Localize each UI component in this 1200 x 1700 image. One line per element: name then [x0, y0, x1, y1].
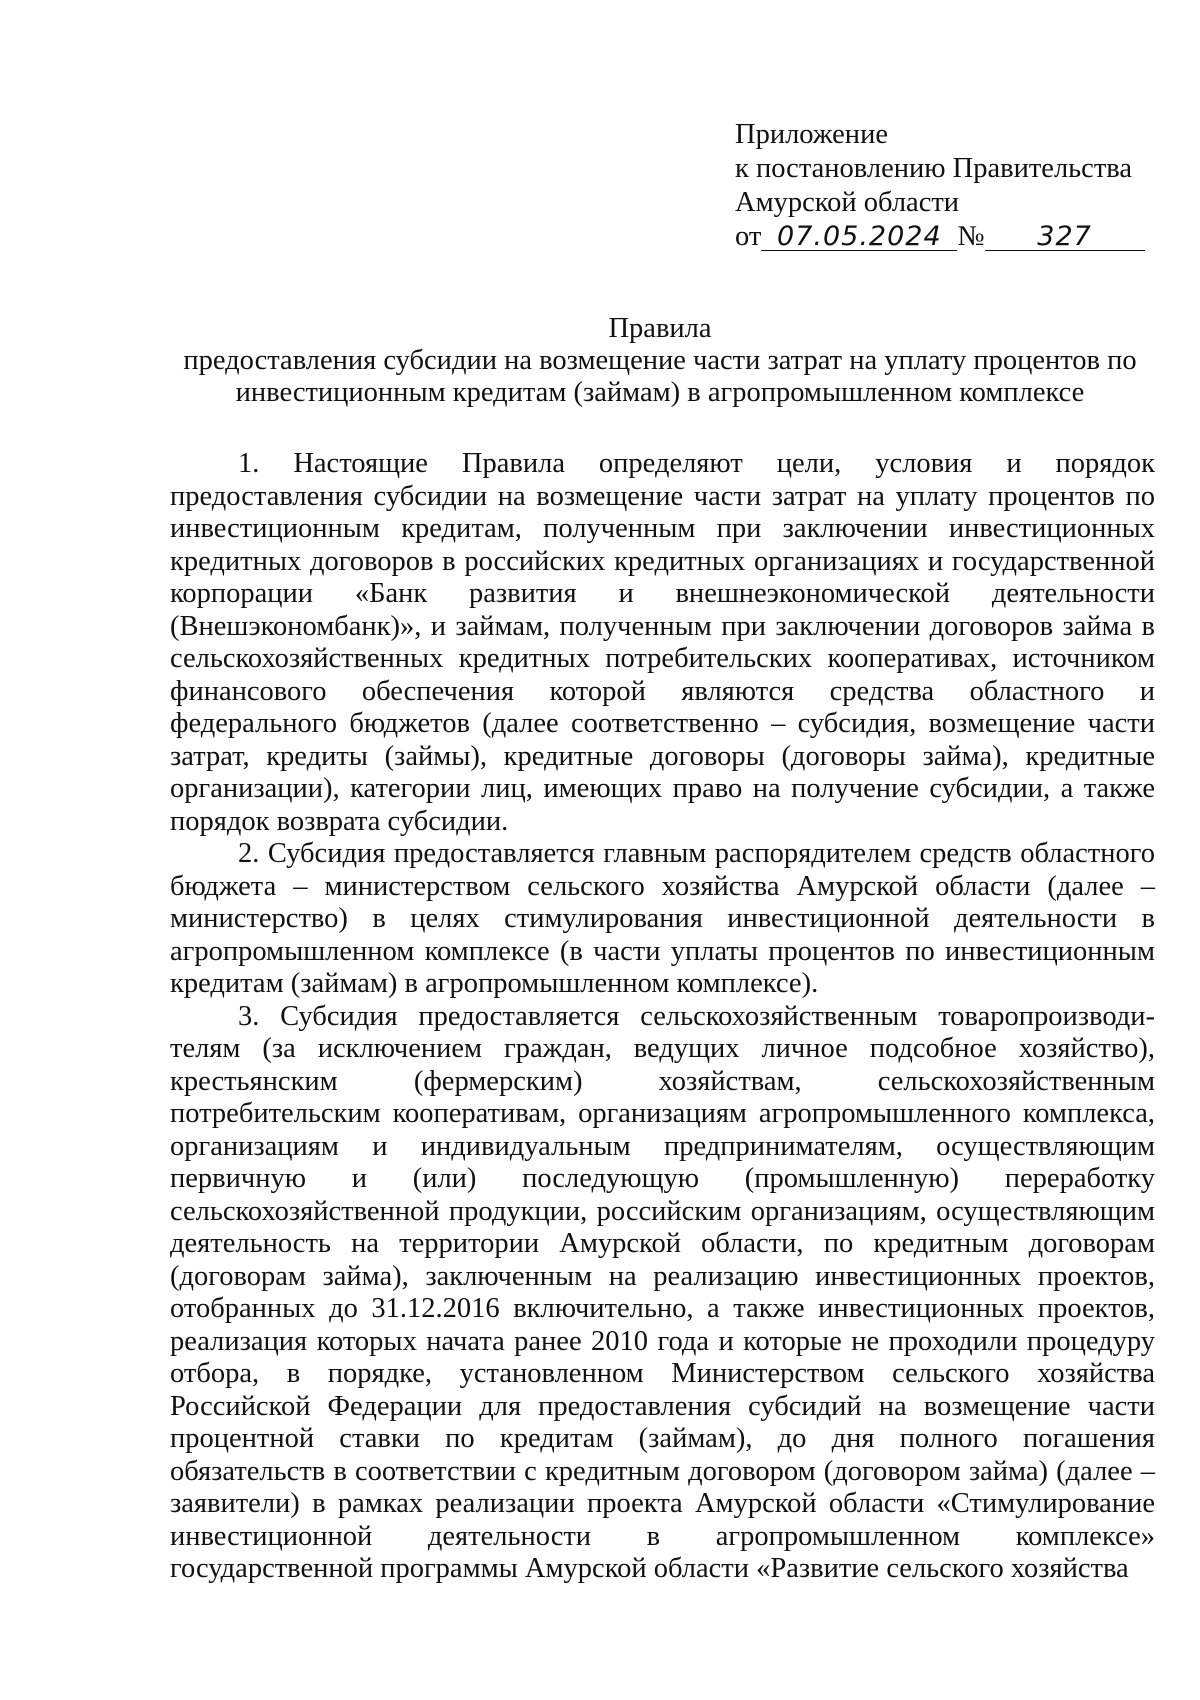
- paragraph-2: 2. Субсидия предоставляется главным распорядителем средств областного бюджета – министерством сельского хозяйства Амурской области (далее – министерство) в целях стимулирования инвестиционной деятельности в агропромышленном комплексе (в части уплаты процентов по инвестиционным кредитам (займам) в агропромышленном комплексе).: [170, 838, 1155, 999]
- appendix-title: Приложение: [735, 119, 888, 150]
- appendix-block: [735, 118, 1155, 254]
- appendix-date-line: [735, 220, 1155, 254]
- title-heading: Правила: [608, 313, 712, 344]
- paragraph-1: 1. Настоящие Правила определяют цели, условия и порядок предоставления субсидии на возмещение части затрат на уплату процентов по инвестиционным кредитам, полученным при заключении инвестиционных кредитных договоров в российских кредитных организациях и государственной корпорации «Банк развития и внешнеэкономической деятельности (Внешэкономбанк)», и займам, полученным при заключении договоров займа в сельскохозяйственных кредитных потребительских кооперативах, источником финансового обеспечения которой являются средства областного и федерального бюджетов (далее соответственно – субсидия, возмещение части затрат, кредиты (займы), кредитные договоры (договоры займа), кредитные организации), категории лиц, имеющих право на получение субсидии, а также порядок возврата субсидии.: [170, 448, 1155, 837]
- handwritten-date: 07.05.2024: [777, 221, 942, 252]
- appendix-reference: к постановлению Правительства: [735, 153, 1133, 184]
- paragraph-3: 3. Субсидия предоставляется сельскохозяйственным товаропроизводителям (за исключением граждан, ведущих личное подсобное хозяйство), крестьянским (фермерским) хозяйствам, сельскохозяйственным потребительским кооперативам, организациям агропромышленного комплекса, организациям и индивидуальным предпринимателям, осуществляющим первичную и (или) последующую (промышленную) переработку сельскохозяйственной продукции, российским организациям, осуществляющим деятельность на территории Амурской области, по кредитным договорам (договорам займа), заключенным на реализацию инвестиционных проектов, отобранных до 31.12.2016 включительно, а также инвестиционных проектов, реализация которых начата ранее 2010 года и которые не проходили процедуру отбора, в порядке, установленном Министерством сельского хозяйства Российской Федерации для предоставления субсидий на возмещение части процентной ставки по кредитам (займам), до дня полного погашения обязательств в соответствии с кредитным договором (договором займа) (далее – заявители) в рамках реализации проекта Амурской области «Стимулирование инвестиционной деятельности в агропромышленном комплексе» государственной программы Амурской области «Развитие сельского хозяйства: [170, 1000, 1155, 1584]
- number-prefix: №: [957, 221, 985, 252]
- handwritten-number: 327: [1037, 221, 1092, 252]
- title-line-2: инвестиционным кредитам (займам) в агропромышленном комплексе: [235, 377, 1085, 408]
- title-line-1: предоставления субсидии на возмещение части затрат на уплату процентов по: [183, 345, 1137, 376]
- appendix-region: Амурской области: [735, 187, 960, 218]
- date-prefix: от: [735, 221, 762, 252]
- document-title: [170, 313, 1150, 409]
- document-body: [170, 448, 1155, 1586]
